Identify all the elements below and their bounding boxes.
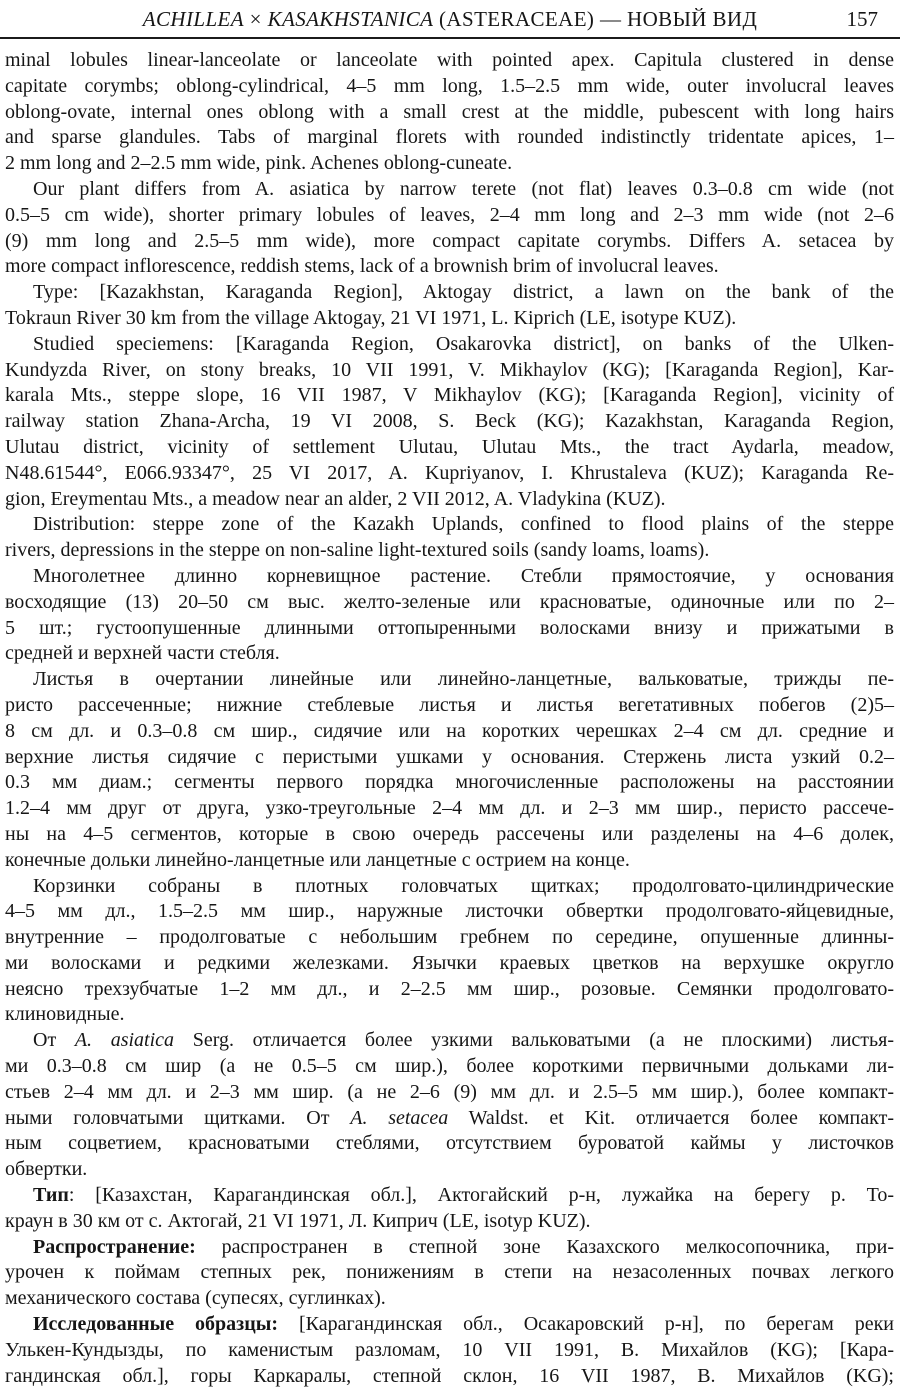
bold-label: Исследованные образцы: xyxy=(33,1313,279,1336)
text-line xyxy=(5,487,894,513)
text-line xyxy=(5,1028,894,1054)
text-segment: конечные дольки линейно-ланцетные или ланцетные с острием на конце. xyxy=(5,848,630,871)
text-segment: краун в 30 км от с. Актогай, 21 VI 1971, Л. Киприч (LE, isotyp KUZ). xyxy=(5,1209,591,1232)
text-segment: N48.61544°, E066.93347°, 25 VI 2017, A. Kupriyanov, I. Khrustaleva (KUZ); Karaganda Re- xyxy=(5,461,894,484)
text-line xyxy=(5,74,894,100)
text-line xyxy=(5,229,894,255)
text-segment: механического состава (супесях, суглинках). xyxy=(5,1287,386,1310)
text-line xyxy=(5,1080,894,1106)
text-line xyxy=(5,951,894,977)
text-line xyxy=(5,1260,894,1286)
taxon-name: A. setacea xyxy=(350,1106,449,1129)
text-segment: гандинская обл.], горы Каркаралы, степной склон, 16 VII 1987, В. Михайлов (KG); xyxy=(5,1364,894,1387)
text-line xyxy=(5,177,894,203)
text-segment: стьев 2–4 мм дл. и 2–3 мм шир. (а не 2–6 (9) мм дл. и 2.5–5 мм шир.), более компакт- xyxy=(5,1080,894,1103)
text-line xyxy=(5,1338,894,1364)
text-line xyxy=(5,848,894,874)
text-segment: 1.2–4 мм друг от друга, узко-треугольные 2–4 мм дл. и 2–3 мм шир., перисто рассече- xyxy=(5,797,894,820)
text-segment: more compact inflorescence, reddish stems, lack of a brownish brim of involucral leaves. xyxy=(5,255,719,278)
text-segment: ны на 4–5 сегментов, которые в свою очередь рассечены или разделены на 4–6 долек, xyxy=(5,822,894,845)
text-segment: Studied speciemens: [Karaganda Region, Osakarovka district], on banks of the Ulken- xyxy=(33,332,894,355)
text-segment: Kundyzda River, on stony breaks, 10 VII 1991, V. Mikhaylov (KG); [Karaganda Region], Kar- xyxy=(5,358,894,381)
paragraph xyxy=(5,667,894,873)
running-title xyxy=(0,7,900,32)
text-segment: 4–5 мм дл., 1.5–2.5 мм шир., наружные листочки обвертки продолговато-яйцевидные, xyxy=(5,900,894,923)
text-segment: 5 шт.; густоопушенные длинными оттопыренными волосками внизу и прижатыми в xyxy=(5,616,894,639)
text-segment: oblong-ovate, internal ones oblong with a small crest at the middle, pubescent with long hairs xyxy=(5,100,894,123)
body-text xyxy=(0,39,900,1389)
text-line xyxy=(5,564,894,590)
text-segment: 0.3 мм диам.; сегменты первого порядка многочисленные расположены на расстоянии xyxy=(5,771,894,794)
paragraph xyxy=(5,1312,894,1389)
text-segment: От xyxy=(33,1029,75,1052)
text-segment: minal lobules linear-lanceolate or lanceolate with pointed apex. Capitula clustered in dense xyxy=(5,49,894,71)
text-line xyxy=(5,151,894,177)
text-line xyxy=(5,435,894,461)
text-segment: capitate corymbs; oblong-cylindrical, 4–5 mm long, 1.5–2.5 mm wide, outer involucral leaves xyxy=(5,74,894,97)
text-line xyxy=(5,306,894,332)
taxon-name: ACHILLEA xyxy=(142,7,245,31)
text-segment: (9) mm long and 2.5–5 mm wide), more compact capitate corymbs. Differs A. setacea by xyxy=(5,229,894,252)
text-segment: gion, Ereymentau Mts., a meadow near an alder, 2 VII 2012, A. Vladykina (KUZ). xyxy=(5,487,666,510)
text-segment: восходящие (13) 20–50 см выс. желто-зеленые или красноватые, одиночные или по 2– xyxy=(5,590,894,613)
text-line xyxy=(5,693,894,719)
text-segment: Многолетнее длинно корневищное растение. Стебли прямостоячие, у основания xyxy=(33,564,894,587)
text-segment: karala Mts., steppe slope, 16 VII 1987, V Mikhaylov (KG); [Karaganda Region], vicinity of xyxy=(5,384,894,407)
text-segment: средней и верхней части стебля. xyxy=(5,642,280,665)
text-segment: ными головчатыми щитками. От xyxy=(5,1106,351,1129)
text-segment: ным соцветием, красноватыми стеблями, отсутствием буроватой каймы у листочков xyxy=(5,1132,894,1155)
text-line xyxy=(5,1209,894,1235)
text-segment: ми 0.3–0.8 см шир (а не 0.5–5 см шир.), более короткими первичными дольками ли- xyxy=(5,1055,894,1078)
bold-label: Тип xyxy=(33,1184,69,1207)
text-line xyxy=(5,1312,894,1338)
paragraph xyxy=(5,1235,894,1312)
bold-label: Распространение: xyxy=(33,1235,196,1258)
text-segment: × xyxy=(244,7,268,31)
text-line xyxy=(5,1131,894,1157)
taxon-name: KASAKHSTANICA xyxy=(267,7,434,31)
paragraph xyxy=(5,1028,894,1183)
text-line xyxy=(5,745,894,771)
text-segment: клиновидные. xyxy=(5,1003,125,1026)
text-segment: railway station Zhana-Archa, 19 VI 2008, S. Beck (KG); Kazakhstan, Karaganda Region, xyxy=(5,410,894,433)
text-line xyxy=(5,977,894,1003)
taxon-name: A. asiatica xyxy=(74,1029,175,1052)
text-segment: ристо рассеченные; нижние стеблевые листья и листья вегетативных побегов (2)5– xyxy=(5,693,894,716)
text-line xyxy=(5,616,894,642)
text-line xyxy=(5,925,894,951)
text-segment: Our plant differs from A. asiatica by narrow terete (not flat) leaves 0.3–0.8 cm wide (not xyxy=(33,177,894,200)
text-segment: внутренние – продолговатые с небольшим гребнем по середине, опушенные длинны- xyxy=(5,926,894,949)
text-line xyxy=(5,254,894,280)
text-segment: 8 см дл. и 0.3–0.8 см шир., сидячие или на коротких черешках 2–4 см дл. средние и xyxy=(5,719,894,742)
text-line xyxy=(5,899,894,925)
paragraph xyxy=(5,512,894,564)
text-segment: : [Казахстан, Карагандинская обл.], Актогайский р-н, лужайка на берегу р. То- xyxy=(68,1184,894,1207)
text-segment: 2 mm long and 2–2.5 mm wide, pink. Achenes oblong-cuneate. xyxy=(5,152,513,175)
text-segment: урочен к поймам степных рек, понижениям в степи на незасоленных почвах легкого xyxy=(5,1261,894,1284)
text-line xyxy=(5,874,894,900)
text-line xyxy=(5,409,894,435)
text-segment: обвертки. xyxy=(5,1158,88,1181)
text-line xyxy=(5,48,894,74)
text-line xyxy=(5,383,894,409)
paragraph xyxy=(5,177,894,280)
text-line xyxy=(5,1364,894,1390)
paragraph xyxy=(5,280,894,332)
text-segment: Serg. отличается более узкими вальковатыми (а не плоскими) листья- xyxy=(174,1029,895,1052)
text-line xyxy=(5,125,894,151)
text-line xyxy=(5,1054,894,1080)
text-segment: распространен в степной зоне Казахского мелкосопочника, при- xyxy=(195,1235,894,1258)
text-segment: Листья в очертании линейные или линейно-ланцетные, вальковатые, трижды пе- xyxy=(33,668,894,691)
text-line xyxy=(5,590,894,616)
text-segment: (ASTERACEAE) — НОВЫЙ ВИД xyxy=(433,7,758,31)
text-segment: верхние листья сидячие с перистыми ушками у основания. Стержень листа узкий 0.2– xyxy=(5,745,894,768)
text-line xyxy=(5,1157,894,1183)
text-line xyxy=(5,538,894,564)
text-segment: неясно трехзубчатые 1–2 мм дл., и 2–2.5 мм шир., розовые. Семянки продолговато- xyxy=(5,977,894,1000)
text-line xyxy=(5,512,894,538)
page-number: 157 xyxy=(846,7,878,31)
text-line xyxy=(5,203,894,229)
text-line xyxy=(5,1235,894,1261)
text-segment: Distribution: steppe zone of the Kazakh Uplands, confined to flood plains of the steppe xyxy=(33,513,894,536)
text-segment: Type: [Kazakhstan, Karaganda Region], Aktogay district, a lawn on the bank of the xyxy=(33,281,894,304)
text-line xyxy=(5,796,894,822)
page-header xyxy=(0,0,900,37)
text-segment: and sparse glandules. Tabs of marginal florets with rounded indistinctly tridentate apices, 1– xyxy=(5,126,894,149)
text-line xyxy=(5,1286,894,1312)
text-line xyxy=(5,332,894,358)
paragraph xyxy=(5,564,894,667)
text-segment: [Карагандинская обл., Осакаровский р-н], по берегам реки xyxy=(278,1313,894,1336)
text-line xyxy=(5,719,894,745)
text-line xyxy=(5,770,894,796)
text-line xyxy=(5,1183,894,1209)
paragraph xyxy=(5,1183,894,1235)
text-segment: rivers, depressions in the steppe on non-saline light-textured soils (sandy loams, loams). xyxy=(5,539,710,562)
text-segment: ми волосками и редкими железками. Язычки краевых цветков на верхушке округло xyxy=(5,951,894,974)
text-line xyxy=(5,667,894,693)
text-line xyxy=(5,1002,894,1028)
text-segment: 0.5–5 cm wide), shorter primary lobules of leaves, 2–4 mm long and 2–3 mm wide (not 2–6 xyxy=(5,203,894,226)
text-segment: Tokraun River 30 km from the village Aktogay, 21 VI 1971, L. Kiprich (LE, isotype KUZ). xyxy=(5,306,737,329)
text-line xyxy=(5,280,894,306)
text-line xyxy=(5,100,894,126)
text-line xyxy=(5,641,894,667)
text-line xyxy=(5,1106,894,1132)
paragraph xyxy=(5,874,894,1029)
text-segment: Улькен-Кундызды, по каменистым разломам, 10 VII 1991, В. Михайлов (KG); [Кара- xyxy=(5,1338,894,1361)
text-segment: Waldst. et Kit. отличается более компакт- xyxy=(448,1106,894,1129)
paragraph xyxy=(5,332,894,513)
paragraph xyxy=(5,48,894,177)
text-segment: Ulutau district, vicinity of settlement Ulutau, Ulutau Mts., the tract Aydarla, meadow, xyxy=(5,435,894,458)
text-segment: Корзинки собраны в плотных головчатых щитках; продолговато-цилиндрические xyxy=(33,874,894,897)
text-line xyxy=(5,358,894,384)
text-line xyxy=(5,461,894,487)
text-line xyxy=(5,822,894,848)
